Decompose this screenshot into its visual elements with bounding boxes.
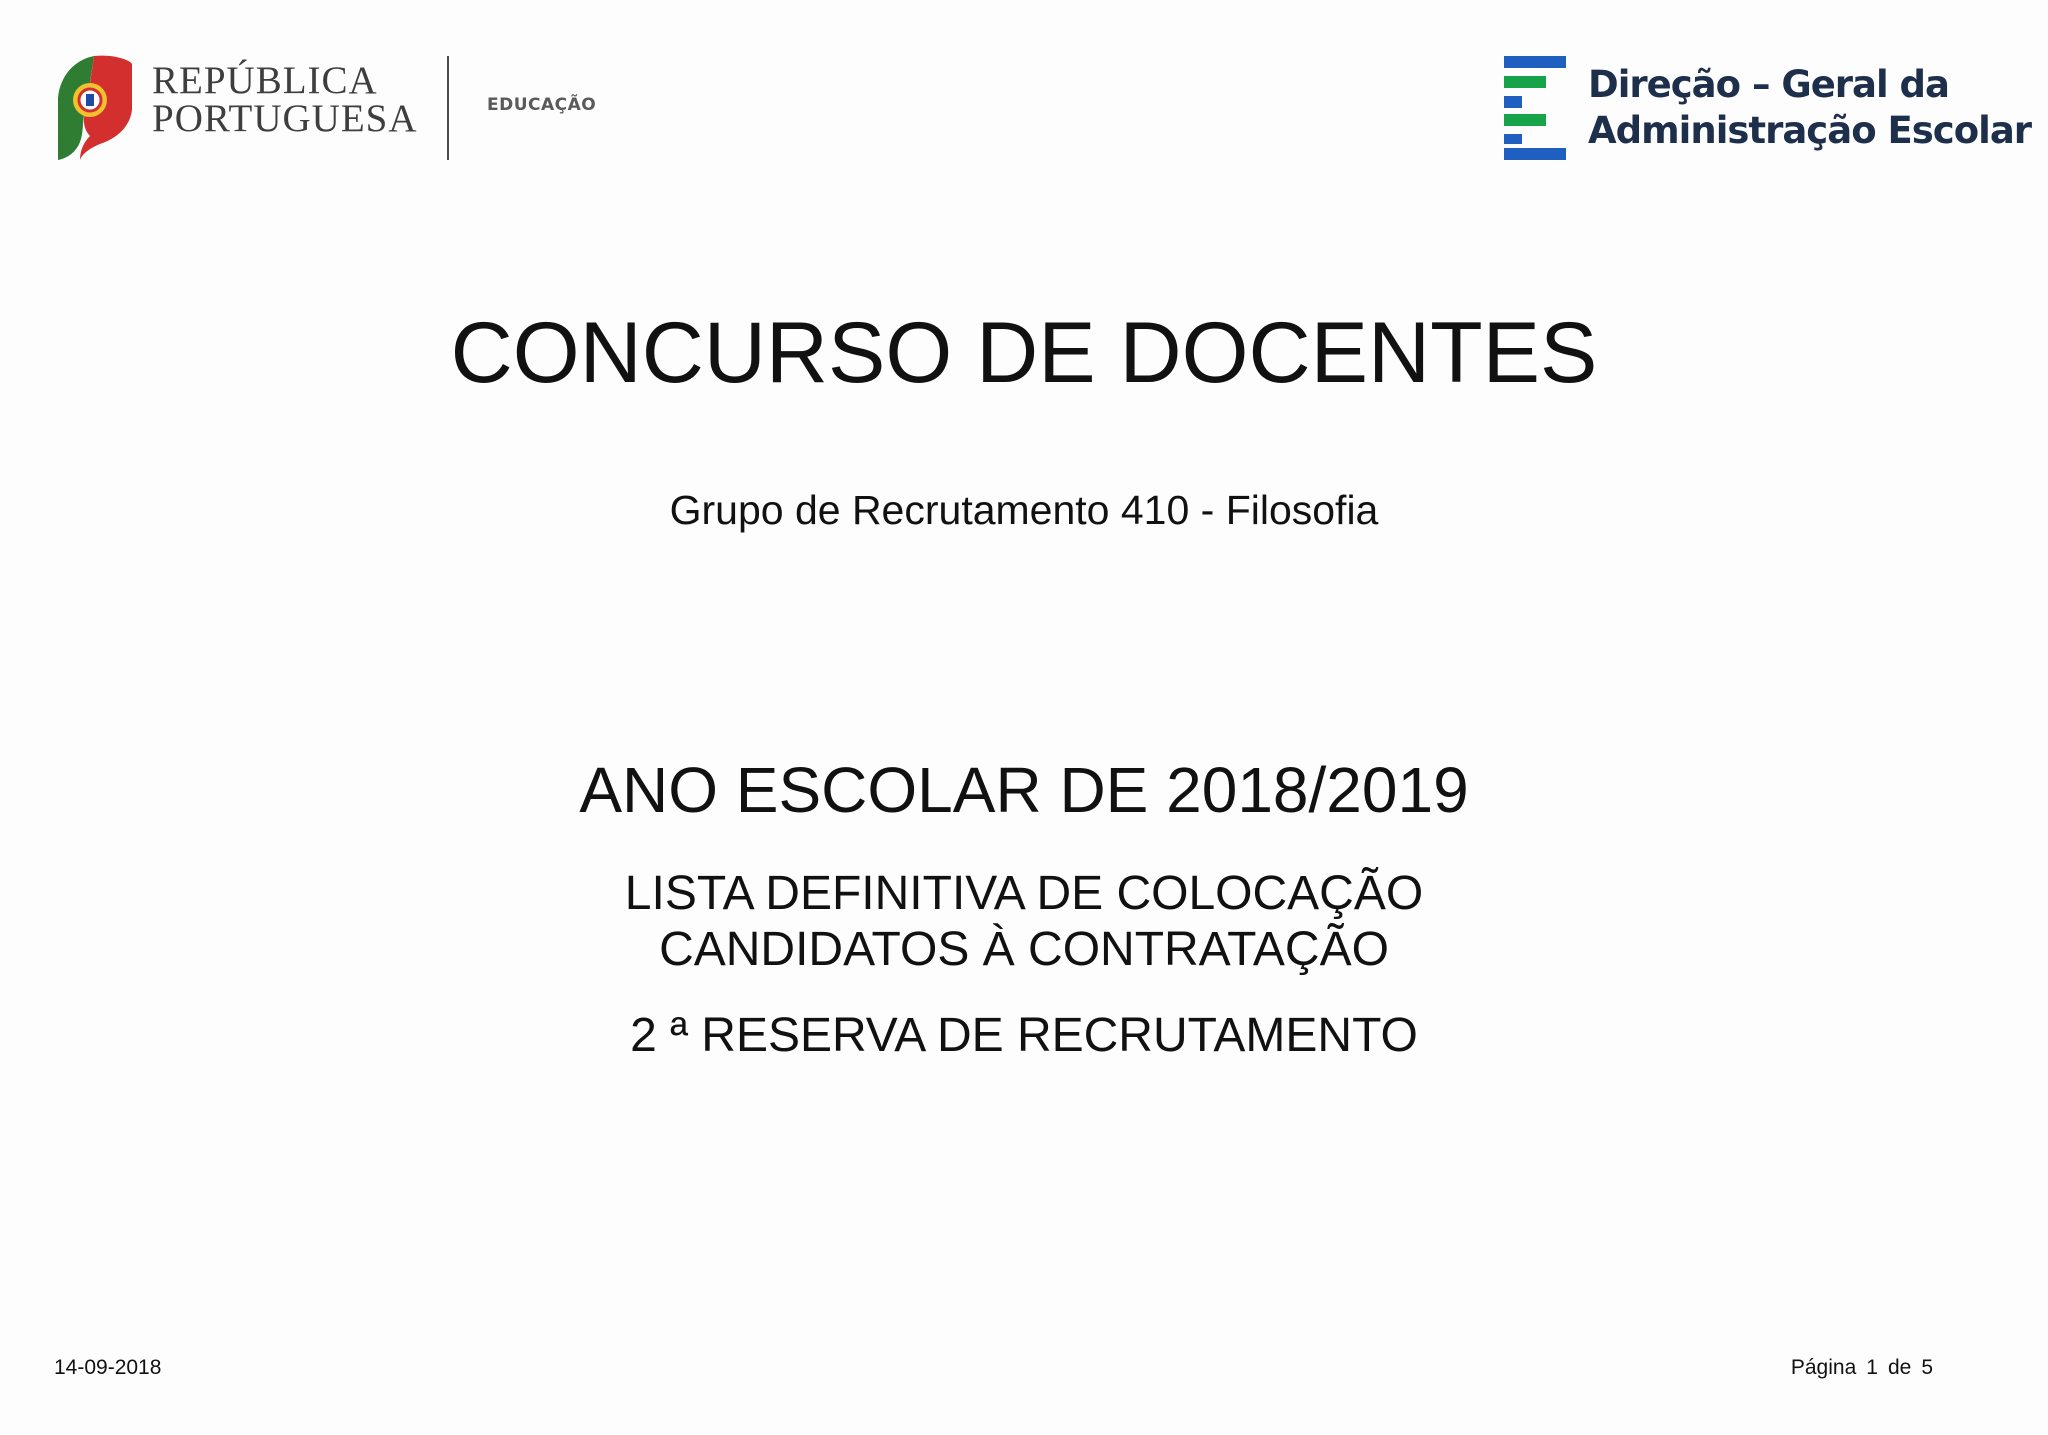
- dgae-wordmark: [1588, 62, 2031, 154]
- wordmark-line-2: PORTUGUESA: [152, 97, 418, 140]
- page-current: 1: [1866, 1356, 1878, 1379]
- list-title-line-2: CANDIDATOS À CONTRATAÇÃO: [659, 923, 1389, 976]
- dgae-line-2: Administração Escolar: [1588, 109, 2032, 152]
- page-word: Página: [1790, 1356, 1857, 1379]
- dgae-e-mark-icon: [1504, 56, 1566, 160]
- page-total: 5: [1921, 1356, 1933, 1379]
- republica-portuguesa-emblem-icon: [54, 54, 134, 162]
- dgae-line-1: Direção – Geral da: [1588, 63, 1950, 106]
- list-title-line-1: LISTA DEFINITIVA DE COLOCAÇÃO: [624, 867, 1424, 920]
- page-indicator: [1791, 1355, 1933, 1381]
- school-year-heading: ANO ESCOLAR DE 2018/2019: [579, 754, 1469, 826]
- republica-portuguesa-wordmark: [152, 59, 418, 140]
- document-title: CONCURSO DE DOCENTES: [450, 305, 1598, 401]
- footer-date: 14-09-2018: [54, 1356, 162, 1379]
- wordmark-line-1: REPÚBLICA: [152, 59, 378, 102]
- recruitment-group: Grupo de Recrutamento 410 - Filosofia: [669, 487, 1379, 533]
- reserve-heading: 2 ª RESERVA DE RECRUTAMENTO: [630, 1009, 1418, 1062]
- ministry-label: EDUCAÇÃO: [487, 95, 597, 115]
- logo-divider: [447, 56, 449, 160]
- page-of: de: [1887, 1356, 1912, 1379]
